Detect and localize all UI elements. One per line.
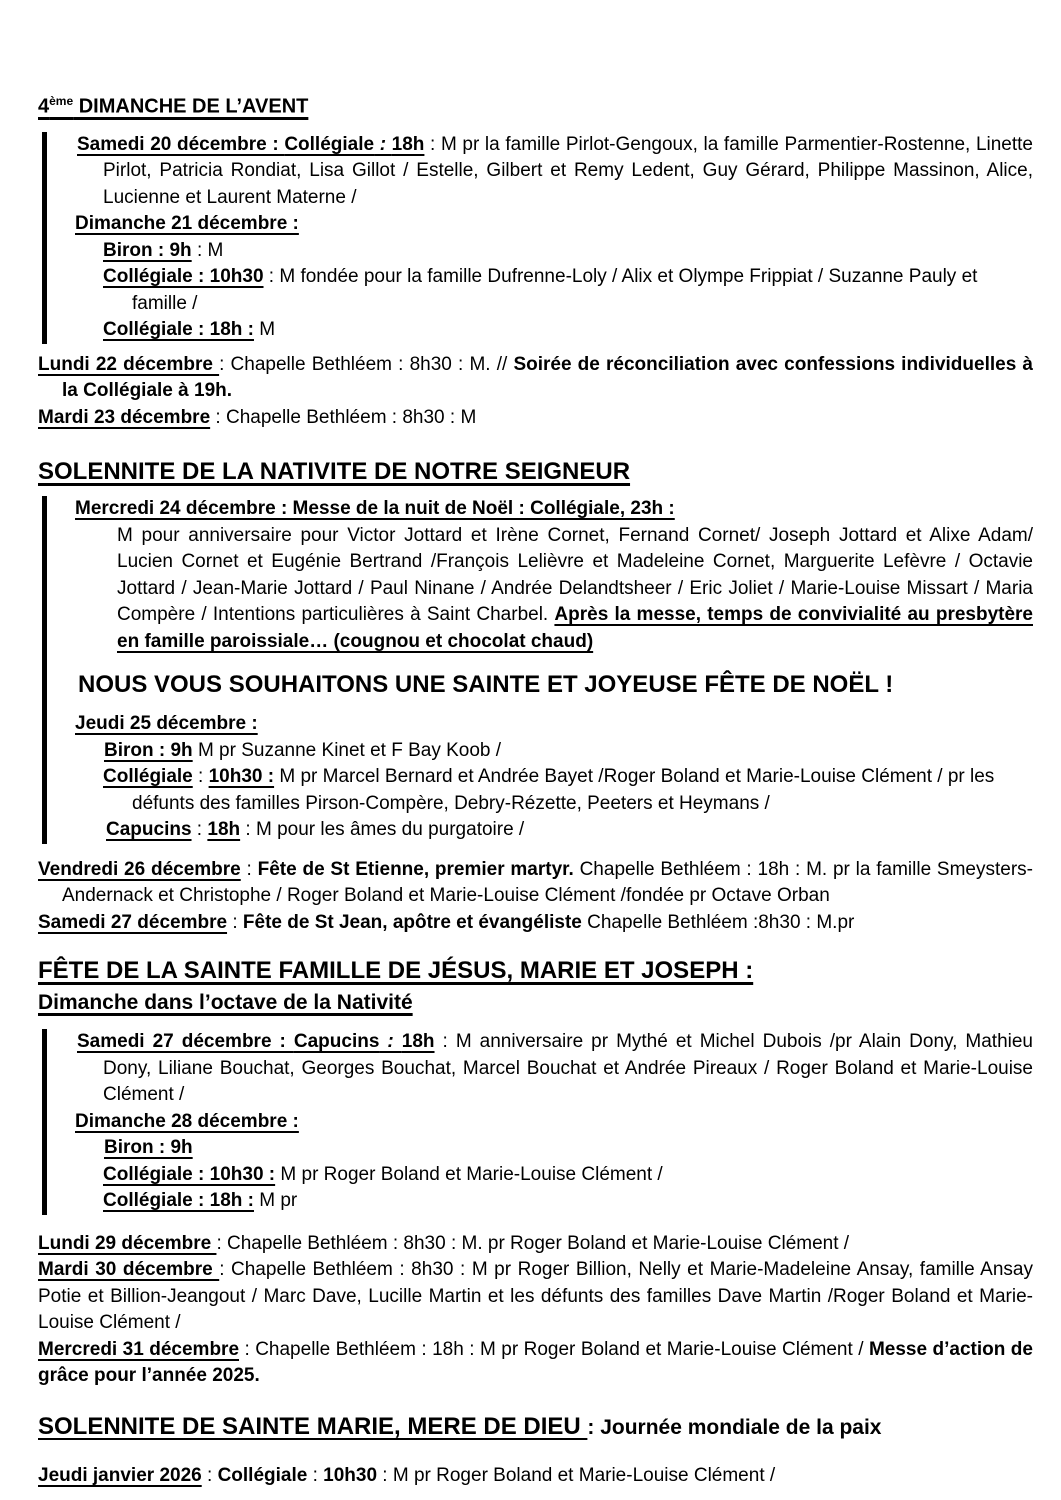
- entry-lundi-29-dec: [38, 1231, 1033, 1258]
- text-run: : Chapelle Bethléem : 8h30 : M. pr Roger Boland et Marie-Louise Clément /: [216, 1232, 850, 1254]
- heading-nativity-solemnity: [38, 457, 1033, 487]
- entry-dimanche-28-dec: [75, 1109, 1033, 1136]
- text-run: :: [240, 858, 258, 880]
- text-run: Capucins: [293, 1031, 380, 1053]
- entry-samedi-27-capucins: [77, 1029, 1033, 1109]
- text-run: Fête de St Etienne, premier martyr.: [257, 858, 574, 880]
- entry-collegiale-10h30-25: [103, 764, 1033, 817]
- entry-capucins-18h-25: [106, 817, 1033, 844]
- text-run: Collégiale : 18h :: [103, 1190, 254, 1212]
- entry-jeudi-janvier-2026: [38, 1463, 1033, 1490]
- text-run: Dimanche 21 décembre :: [75, 213, 299, 235]
- text-run: :: [374, 133, 392, 155]
- entry-mardi-30-dec: [38, 1257, 1033, 1337]
- entry-mercredi-24-dec: [75, 496, 1033, 523]
- text-run: : Chapelle Bethléem : 8h30 : M pr Roger Billion, Nelly et Marie-Madeleine Ansay, famille Ansay Potie et Billion-Jeangout / Marc Dave, Lucille Martin et les défunts des familles Dave Martin /Roger Boland et Marie-Louise Clément /: [38, 1259, 1033, 1334]
- holy-family-block: [42, 1029, 1033, 1215]
- text-run: 18h: [401, 1031, 435, 1053]
- christmas-block: [42, 496, 1033, 844]
- text-run: Collégiale : 10h30 :: [103, 1163, 276, 1185]
- text-run: Chapelle Bethléem : 18h : M. pr la famille Smeysters-Andernack et Christophe / Roger Boland et Marie-Louise Clément /fondée pr Octave Orban: [62, 858, 1033, 907]
- text-run: M pr Roger Boland et Marie-Louise Clément /: [275, 1163, 663, 1185]
- text-run: : M anniversaire pr Mythé et Michel Dubois /pr Alain Dony, Mathieu Dony, Liliane Bouchat, Georges Bouchat, Marcel Bouchat et Andrée Pireaux / Roger Boland et Marie-Louise Clément /: [103, 1031, 1033, 1106]
- text-run: Collégiale: [284, 133, 375, 155]
- heading-mary-mother-of-god: [38, 1412, 1033, 1443]
- text-run: Samedi 27 décembre :: [77, 1031, 294, 1053]
- text-run: FÊTE DE LA SAINTE FAMILLE DE JÉSUS, MARIE ET JOSEPH :: [38, 957, 754, 985]
- text-run: Jeudi janvier 2026: [38, 1464, 202, 1486]
- entry-mardi-23-dec: [38, 405, 1033, 432]
- text-run: M pour anniversaire pour Victor Jottard et Irène Cornet, Fernand Cornet/ Joseph Jottard et Alixe Adam/ Lucien Cornet et Eugénie Bertrand /François Lelièvre et Madeleine Cornet, Marguerite Lefèvre / Octavie Jottard / Jean-Marie Jottard / Paul Ninane / Andrée Delandtsheer / Eric Joliet / Marie-Louise Missart / Maria Compère / Intentions particulières à Saint Charbel.: [117, 524, 1033, 626]
- text-run: Collégiale: [217, 1464, 308, 1486]
- entry-biron-9h-25: [104, 738, 1033, 765]
- text-run: Biron : 9h: [104, 739, 193, 761]
- text-run: : M pour les âmes du purgatoire /: [240, 819, 525, 841]
- text-run: : M: [191, 239, 224, 261]
- text-run: Mercredi 31 décembre: [38, 1338, 240, 1360]
- entry-collegiale-18h-21: [103, 317, 1033, 344]
- entry-vendredi-26-dec: [38, 857, 1033, 910]
- text-run: Après la messe, temps de convivialité au presbytère en famille paroissiale… (cougnou et chocolat chaud): [117, 604, 1033, 652]
- text-run: 18h: [391, 133, 425, 155]
- text-run: :: [307, 1464, 324, 1486]
- heading-4th-advent-sunday: [38, 88, 1033, 120]
- text-run: 18h: [207, 819, 241, 841]
- text-run: SOLENNITE DE SAINTE MARIE, MERE DE DIEU: [38, 1412, 588, 1440]
- heading-octave-sunday: [38, 989, 1033, 1017]
- text-run: 10h30 :: [208, 766, 275, 788]
- text-run: : M pr Roger Boland et Marie-Louise Clément /: [377, 1464, 776, 1486]
- text-run: Capucins: [106, 819, 192, 841]
- text-run: : M pr la famille Pirlot-Gengoux, la famille Parmentier-Rostenne, Linette Pirlot, Patricia Rondiat, Lisa Gillot / Estelle, Gilbert et Remy Ledent, Guy Gérard, Philippe Massinon, Alice, Lucienne et Laurent Materne /: [103, 133, 1033, 208]
- text-run: Biron : 9h: [103, 239, 192, 261]
- entry-collegiale-18h-28: [103, 1188, 1033, 1215]
- entry-mercredi-24-intentions: [117, 523, 1033, 656]
- heading-christmas-wish: [78, 670, 1033, 700]
- text-run: : M fondée pour la famille Dufrenne-Loly / Alix et Olympe Frippiat / Suzanne Pauly et famille /: [132, 266, 978, 314]
- text-run: :: [192, 766, 209, 788]
- text-run: :: [227, 911, 243, 933]
- entry-jeudi-25-dec: [75, 711, 1033, 738]
- entry-lundi-22-dec: [38, 352, 1033, 405]
- text-run: DIMANCHE DE L’AVENT: [73, 95, 309, 118]
- text-run: Mardi 23 décembre: [38, 406, 211, 428]
- entry-samedi-27-st-jean: [38, 910, 1033, 937]
- text-run: : Chapelle Bethléem : 8h30 : M. //: [219, 353, 514, 375]
- entry-collegiale-10h30-21: [103, 264, 1033, 317]
- text-run: Soirée de réconciliation avec confessions individuelles à la Collégiale à 19h.: [62, 353, 1033, 402]
- text-run: Jeudi 25 décembre :: [75, 713, 258, 735]
- text-run: :: [379, 1031, 402, 1053]
- text-run: M: [253, 319, 276, 341]
- text-run: :: [201, 1464, 218, 1486]
- entry-mercredi-31-dec: [38, 1337, 1033, 1390]
- advent-weekend-block: [42, 132, 1033, 344]
- text-run: M pr Marcel Bernard et Andrée Bayet /Roger Boland et Marie-Louise Clément / pr les défunts des familles Pirson-Compère, Debry-Rézette, Peeters et Heymans /: [132, 766, 995, 814]
- entry-samedi-20-dec: [77, 132, 1033, 212]
- text-run: Lundi 22 décembre: [38, 353, 220, 375]
- text-run: 10h30: [323, 1464, 378, 1486]
- text-run: Fête de St Jean, apôtre et évangéliste: [242, 911, 582, 933]
- text-run: Mardi 30 décembre: [38, 1259, 220, 1281]
- entry-biron-9h-28: [104, 1135, 1033, 1162]
- text-run: Lundi 29 décembre: [38, 1232, 217, 1254]
- text-run: Collégiale: [103, 766, 193, 788]
- heading-holy-family: [38, 956, 1033, 986]
- text-run: 4: [38, 95, 50, 118]
- text-run: Collégiale : 18h :: [103, 319, 254, 341]
- text-run: Vendredi 26 décembre: [38, 858, 241, 880]
- text-run: Biron : 9h: [104, 1137, 193, 1159]
- text-run: Samedi 20 décembre :: [77, 133, 285, 155]
- text-run: SOLENNITE DE LA NATIVITE DE NOTRE SEIGNEUR: [38, 458, 631, 486]
- text-run: NOUS VOUS SOUHAITONS UNE SAINTE ET JOYEUSE FÊTE DE NOËL !: [78, 671, 894, 699]
- text-run: : Chapelle Bethléem : 8h30 : M: [210, 406, 477, 428]
- text-run: Messe d’action de grâce pour l’année 2025.: [38, 1338, 1033, 1387]
- entry-collegiale-10h30-28: [103, 1162, 1033, 1189]
- text-run: Samedi 27 décembre: [38, 911, 228, 933]
- text-run: : Journée mondiale de la paix: [587, 1415, 882, 1439]
- text-run: ème: [49, 94, 74, 108]
- text-run: :: [191, 819, 208, 841]
- text-run: : Chapelle Bethléem : 18h : M pr Roger Boland et Marie-Louise Clément /: [239, 1338, 869, 1360]
- text-run: Chapelle Bethléem :8h30 : M.pr: [581, 911, 855, 933]
- entry-dimanche-21-dec: [75, 211, 1033, 238]
- text-run: M pr: [253, 1190, 298, 1212]
- entry-biron-9h-21: [103, 238, 1033, 265]
- text-run: Collégiale : 10h30: [103, 266, 264, 288]
- text-run: Dimanche 28 décembre :: [75, 1110, 299, 1132]
- text-run: Dimanche dans l’octave de la Nativité: [38, 991, 413, 1015]
- text-run: Mercredi 24 décembre : Messe de la nuit de Noël : Collégiale, 23h :: [75, 498, 675, 520]
- text-run: M pr Suzanne Kinet et F Bay Koob /: [192, 739, 502, 761]
